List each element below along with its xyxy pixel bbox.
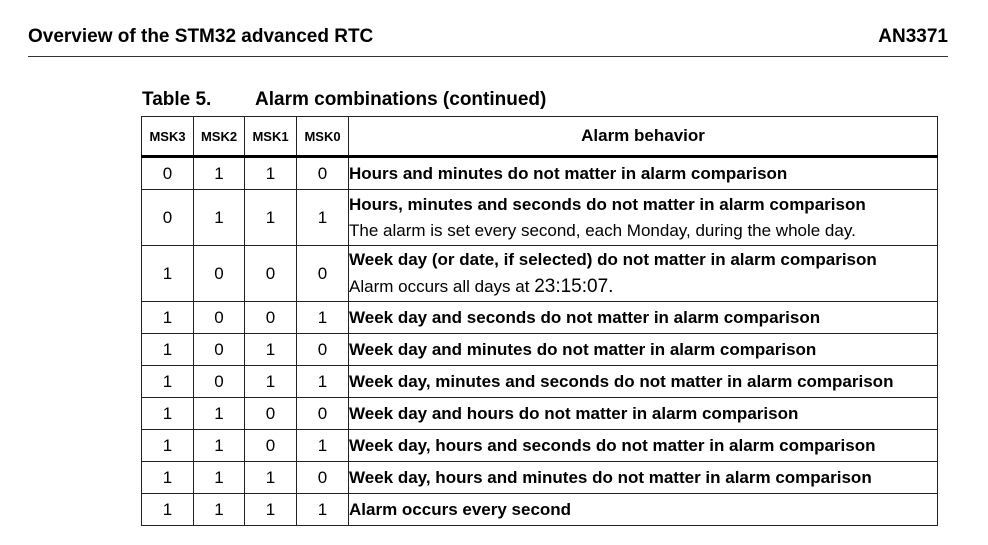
msk0-cell: 1	[297, 190, 349, 246]
behavior-text: Week day and hours do not matter in alarm comparison	[349, 403, 799, 423]
behavior-text: Hours, minutes and seconds do not matter in alarm comparison	[349, 194, 866, 214]
msk2-cell: 1	[194, 462, 245, 494]
alarm-behavior-cell	[349, 302, 938, 334]
table-row	[142, 334, 938, 366]
behavior-text: Alarm occurs every second	[349, 499, 572, 519]
msk1-cell: 1	[245, 366, 297, 398]
table-number: Table 5.	[142, 89, 212, 110]
msk0-cell: 1	[297, 366, 349, 398]
msk2-cell: 1	[194, 157, 245, 190]
msk0-cell: 0	[297, 462, 349, 494]
msk1-cell: 0	[245, 398, 297, 430]
msk0-cell: 0	[297, 334, 349, 366]
behavior-text: Week day, hours and seconds do not matter in alarm comparison	[349, 435, 876, 455]
table-row	[142, 494, 938, 526]
msk3-cell: 1	[142, 398, 194, 430]
column-header-msk1: MSK1	[245, 117, 297, 157]
page-header	[28, 26, 948, 57]
column-header-msk3: MSK3	[142, 117, 194, 157]
msk3-cell: 1	[142, 494, 194, 526]
alarm-behavior-cell	[349, 334, 938, 366]
behavior-note	[349, 276, 937, 298]
msk2-cell: 0	[194, 302, 245, 334]
behavior-text: Hours and minutes do not matter in alarm comparison	[349, 163, 788, 183]
msk3-cell: 1	[142, 430, 194, 462]
msk2-cell: 1	[194, 398, 245, 430]
msk2-cell: 1	[194, 494, 245, 526]
msk1-cell: 0	[245, 302, 297, 334]
table-caption	[142, 89, 546, 111]
table-header-row	[142, 117, 938, 157]
msk0-cell: 1	[297, 302, 349, 334]
msk0-cell: 0	[297, 246, 349, 302]
alarm-behavior-cell	[349, 366, 938, 398]
msk3-cell: 1	[142, 246, 194, 302]
behavior-text: Week day and seconds do not matter in alarm comparison	[349, 307, 821, 327]
table-row	[142, 246, 938, 302]
msk3-cell: 1	[142, 302, 194, 334]
msk1-cell: 1	[245, 157, 297, 190]
table-row	[142, 366, 938, 398]
table-title: Alarm combinations (continued)	[255, 89, 547, 110]
column-header-msk2: MSK2	[194, 117, 245, 157]
behavior-note-text: Alarm occurs all days at	[349, 276, 535, 296]
alarm-behavior-cell	[349, 462, 938, 494]
msk2-cell: 0	[194, 334, 245, 366]
behavior-text: Week day (or date, if selected) do not matter in alarm comparison	[349, 249, 877, 269]
msk2-cell: 0	[194, 366, 245, 398]
document-id: AN3371	[878, 26, 948, 47]
msk3-cell: 1	[142, 366, 194, 398]
msk0-cell: 1	[297, 430, 349, 462]
msk1-cell: 1	[245, 190, 297, 246]
msk3-cell: 1	[142, 334, 194, 366]
alarm-behavior-cell	[349, 494, 938, 526]
behavior-text: Week day and minutes do not matter in alarm comparison	[349, 339, 817, 359]
behavior-text: Week day, hours and minutes do not matter in alarm comparison	[349, 467, 872, 487]
msk1-cell: 0	[245, 430, 297, 462]
alarm-combinations-table	[141, 116, 938, 526]
table-row	[142, 398, 938, 430]
msk3-cell: 0	[142, 190, 194, 246]
msk0-cell: 1	[297, 494, 349, 526]
msk0-cell: 0	[297, 157, 349, 190]
msk0-cell: 0	[297, 398, 349, 430]
behavior-text: Week day, minutes and seconds do not matter in alarm comparison	[349, 371, 894, 391]
section-title: Overview of the STM32 advanced RTC	[28, 26, 374, 47]
msk2-cell: 0	[194, 246, 245, 302]
msk1-cell: 1	[245, 462, 297, 494]
msk2-cell: 1	[194, 190, 245, 246]
msk3-cell: 1	[142, 462, 194, 494]
table-row	[142, 157, 938, 190]
column-header-msk0: MSK0	[297, 117, 349, 157]
msk3-cell: 0	[142, 157, 194, 190]
msk2-cell: 1	[194, 430, 245, 462]
msk1-cell: 1	[245, 494, 297, 526]
alarm-behavior-cell	[349, 430, 938, 462]
alarm-behavior-cell	[349, 157, 938, 190]
msk1-cell: 0	[245, 246, 297, 302]
behavior-note: The alarm is set every second, each Monday, during the whole day.	[349, 220, 856, 240]
msk1-cell: 1	[245, 334, 297, 366]
table-row	[142, 462, 938, 494]
alarm-behavior-cell	[349, 246, 938, 302]
alarm-behavior-cell	[349, 398, 938, 430]
alarm-time: 23:15:07.	[534, 275, 614, 297]
alarm-behavior-cell	[349, 190, 938, 246]
table-row	[142, 430, 938, 462]
column-header-alarm-behavior: Alarm behavior	[349, 117, 938, 157]
table-row	[142, 302, 938, 334]
table-row	[142, 190, 938, 246]
